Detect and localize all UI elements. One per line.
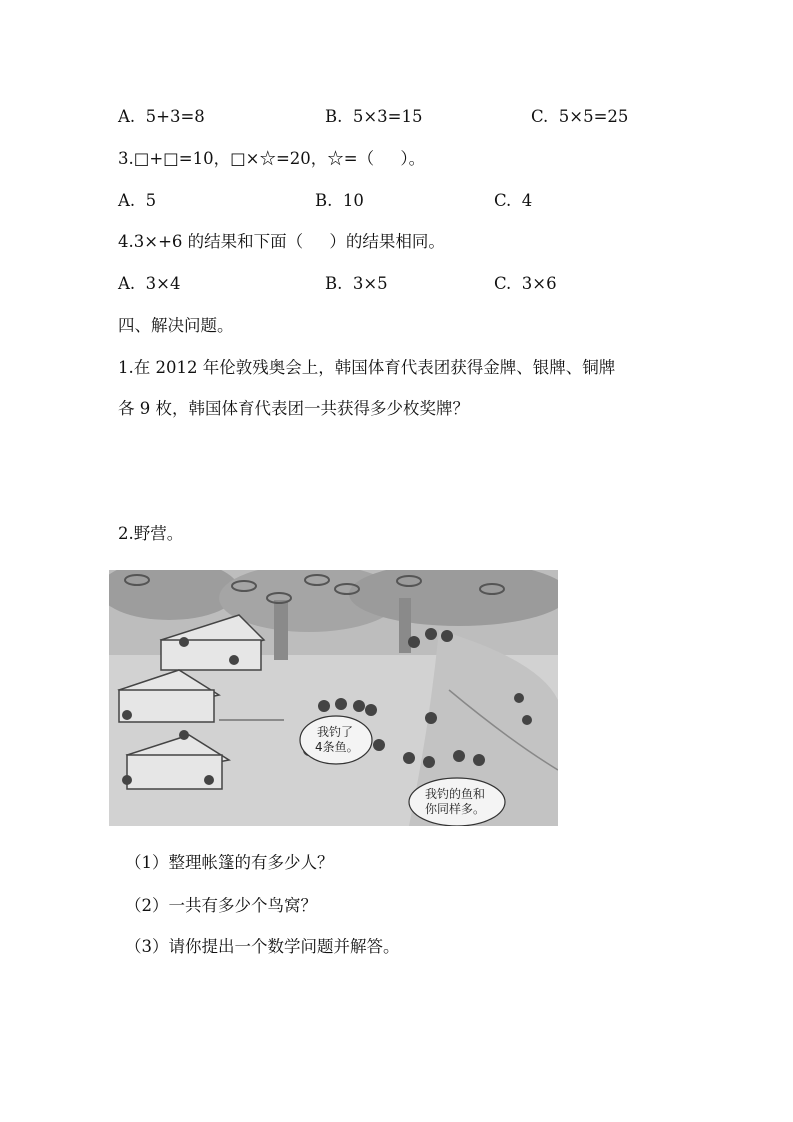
q3-option-a: A. 5 (118, 191, 157, 210)
subquestion-3: （3）请你提出一个数学问题并解答。 (125, 937, 400, 956)
svg-text:你同样多。: 你同样多。 (425, 802, 486, 816)
subquestion-1: （1）整理帐篷的有多少人？ (125, 853, 334, 872)
speech-bubble-1 (300, 716, 372, 764)
problem2-title: 2.野营。 (118, 524, 184, 543)
problem1-line2: 各 9 枚，韩国体育代表团一共获得多少枚奖牌？ (118, 399, 469, 418)
q3-option-c: C. 4 (494, 191, 533, 210)
subquestion-2: （2）一共有多少个鸟窝？ (125, 896, 317, 915)
camping-illustration (109, 570, 558, 826)
camping-scene (109, 570, 558, 826)
problem1-line1: 1.在 2012 年伦敦残奥会上，韩国体育代表团获得金牌、银牌、铜牌 (118, 358, 616, 377)
q4-option-a: A. 3×4 (118, 274, 181, 293)
svg-text:4条鱼。: 4条鱼。 (315, 740, 359, 754)
section-heading: 四、解决问题。 (118, 316, 234, 335)
q2-option-a: A. 5+3=8 (118, 107, 205, 126)
q4-stem: 4.3×+6 的结果和下面（ ）的结果相同。 (118, 232, 445, 251)
q2-option-c: C. 5×5=25 (531, 107, 629, 126)
svg-text:我钓的鱼和: 我钓的鱼和 (425, 787, 486, 801)
q3-option-b: B. 10 (315, 191, 364, 210)
q4-option-b: B. 3×5 (325, 274, 388, 293)
speech-bubble-2 (409, 778, 505, 826)
q2-option-b: B. 5×3=15 (325, 107, 423, 126)
svg-text:我钓了: 我钓了 (317, 725, 354, 739)
q4-option-c: C. 3×6 (494, 274, 557, 293)
q3-stem: 3.□+□=10，□×☆=20，☆=（ ）。 (118, 149, 426, 168)
